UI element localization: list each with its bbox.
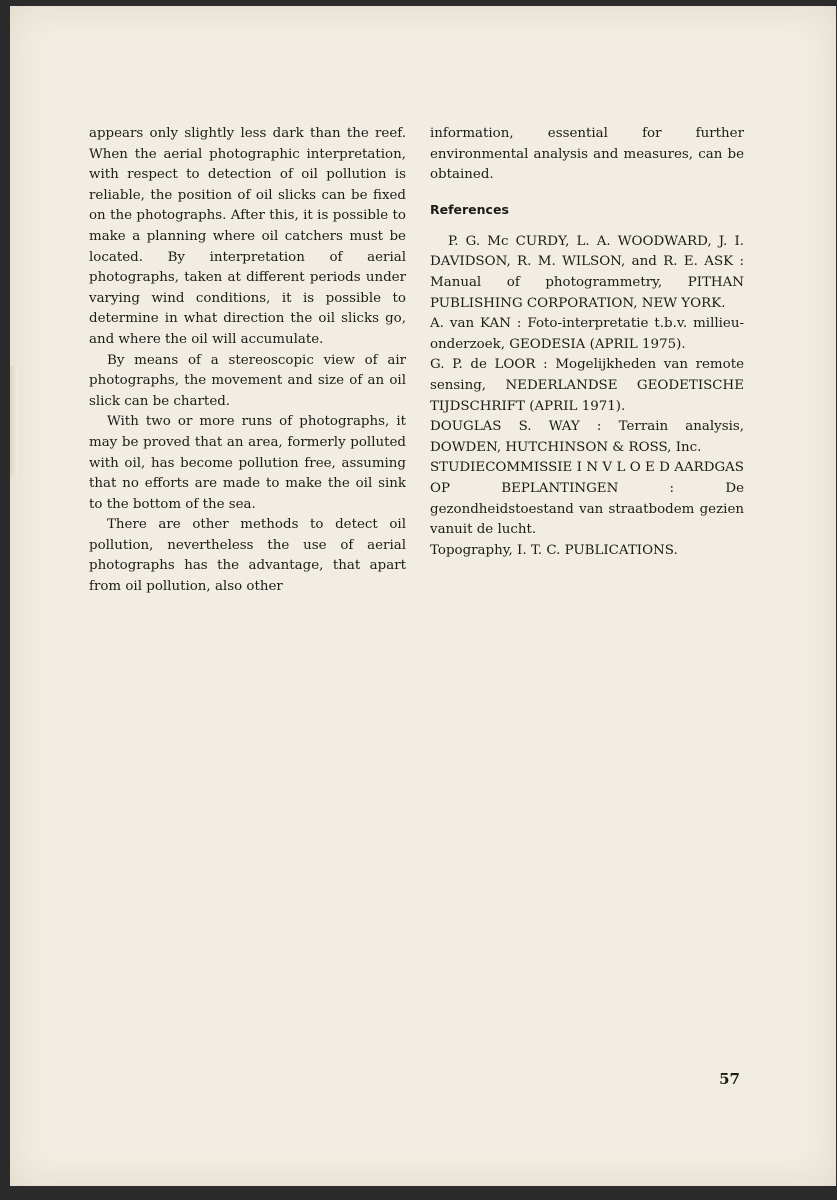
body-paragraph: appears only slightly less dark than the reef. When the aerial photographic interpretation, with respect to detection of oil pollution is reliable, the position of oil slicks can be fixed on the photographs. After this, it is possible to make a planning where oil catchers must be located. By interpretation of aerial photographs, taken at different periods under varying wind conditions, it is possible to determine in what direction the oil slicks go, and where the oil will accumulate. bbox=[89, 126, 406, 347]
body-paragraph-continuation: information, essential for further environmental analysis and measures, can be obtained. bbox=[430, 126, 744, 183]
references-heading: References bbox=[430, 201, 509, 217]
reference-entry: DOUGLAS S. WAY : Terrain analysis, DOWDEN, HUTCHINSON & ROSS, Inc. bbox=[430, 419, 744, 455]
document-page bbox=[10, 6, 836, 1186]
right-column bbox=[430, 124, 744, 561]
reference-entry: A. van KAN : Foto-interpretatie t.b.v. millieu-onderzoek, GEODESIA (APRIL 1975). bbox=[430, 316, 744, 352]
reference-entry: STUDIECOMMISSIE I N V L O E D AARDGAS OP BEPLANTINGEN : De gezondheidstoestand van straatbodem gezien vanuit de lucht. bbox=[430, 460, 744, 538]
reference-entry: P. G. Mc CURDY, L. A. WOODWARD, J. I. DAVIDSON, R. M. WILSON, and R. E. ASK : Manual of photogrammetry, PITHAN PUBLISHING CORPORATION, NEW YORK. bbox=[430, 233, 744, 311]
body-paragraph: There are other methods to detect oil pollution, nevertheless the use of aerial photographs has the advantage, that apart from oil pollution, also other bbox=[89, 517, 406, 595]
reference-entry: G. P. de LOOR : Mogelijkheden van remote sensing, NEDERLANDSE GEODETISCHE TIJDSCHRIFT (APRIL 1971). bbox=[430, 357, 744, 414]
body-paragraph: With two or more runs of photographs, it may be proved that an area, formerly polluted with oil, has become pollution free, assuming that no efforts are made to make the oil sink to the bottom of the sea. bbox=[89, 414, 406, 512]
left-column bbox=[89, 124, 406, 598]
page-number: 57 bbox=[719, 1070, 740, 1088]
page-edge-tear bbox=[10, 366, 18, 476]
body-paragraph: By means of a stereoscopic view of air photographs, the movement and size of an oil slick can be charted. bbox=[89, 352, 406, 409]
reference-entry: Topography, I. T. C. PUBLICATIONS. bbox=[430, 542, 678, 558]
